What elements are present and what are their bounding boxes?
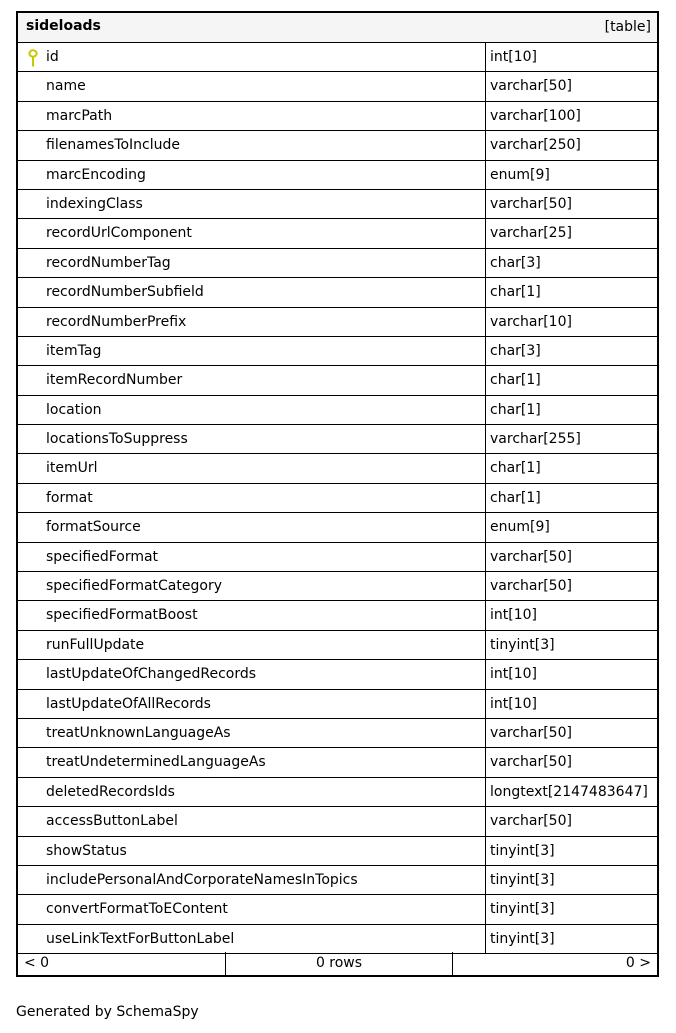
column-name: itemUrl — [46, 460, 98, 477]
column-type: int[10] — [490, 607, 537, 624]
column-row — [18, 719, 657, 748]
column-name-cell — [18, 748, 486, 776]
parent-count-cell — [18, 952, 226, 975]
column-row — [18, 631, 657, 660]
column-type: tinyint[3] — [490, 930, 555, 947]
column-name-cell — [18, 219, 486, 247]
column-name-cell — [18, 895, 486, 923]
column-name: format — [46, 489, 93, 506]
child-count: 0 > — [625, 955, 651, 971]
column-name-cell — [18, 190, 486, 218]
column-name-cell — [18, 454, 486, 482]
column-row — [18, 131, 657, 160]
column-row — [18, 454, 657, 483]
column-row — [18, 72, 657, 101]
column-name: treatUndeterminedLanguageAs — [46, 754, 266, 771]
column-row — [18, 601, 657, 630]
column-name: recordNumberTag — [46, 254, 171, 271]
table-footer — [18, 952, 657, 975]
column-name: runFullUpdate — [46, 636, 145, 653]
column-row — [18, 660, 657, 689]
column-name: marcEncoding — [46, 166, 146, 183]
column-type: int[10] — [490, 666, 537, 683]
column-row — [18, 190, 657, 219]
column-name-cell — [18, 690, 486, 718]
column-type: char[3] — [490, 254, 541, 271]
column-name: name — [46, 78, 86, 95]
child-count-cell — [453, 952, 657, 975]
column-type: varchar[50] — [490, 548, 572, 565]
column-row — [18, 102, 657, 131]
column-type: varchar[10] — [490, 313, 572, 330]
column-row — [18, 778, 657, 807]
column-name-cell — [18, 719, 486, 747]
table-kind: [table] — [604, 19, 651, 35]
table-node — [16, 11, 659, 977]
column-row — [18, 43, 657, 72]
column-name-cell — [18, 43, 486, 71]
column-row — [18, 895, 657, 924]
column-name-cell — [18, 366, 486, 394]
column-name: lastUpdateOfChangedRecords — [46, 666, 257, 683]
column-name-cell — [18, 778, 486, 806]
column-type: varchar[50] — [490, 578, 572, 595]
column-row — [18, 513, 657, 542]
column-row — [18, 278, 657, 307]
column-type: char[1] — [490, 489, 541, 506]
column-name-cell — [18, 572, 486, 600]
column-type: varchar[25] — [490, 225, 572, 242]
column-type: tinyint[3] — [490, 901, 555, 918]
column-type: tinyint[3] — [490, 842, 555, 859]
column-type: tinyint[3] — [490, 871, 555, 888]
column-row — [18, 161, 657, 190]
parent-count: < 0 — [24, 955, 50, 971]
column-type: varchar[255] — [490, 431, 581, 448]
column-type: char[1] — [490, 284, 541, 301]
column-row — [18, 866, 657, 895]
column-name-cell — [18, 425, 486, 453]
column-type: varchar[50] — [490, 724, 572, 741]
column-name: itemRecordNumber — [46, 372, 183, 389]
column-name: marcPath — [46, 107, 113, 124]
column-list — [18, 43, 657, 954]
column-row — [18, 748, 657, 777]
column-type: longtext[2147483647] — [490, 783, 648, 800]
column-row — [18, 337, 657, 366]
column-type: enum[9] — [490, 519, 550, 536]
column-type: varchar[250] — [490, 137, 581, 154]
column-name-cell — [18, 396, 486, 424]
row-count: 0 rows — [315, 955, 363, 971]
column-row — [18, 219, 657, 248]
column-type: char[1] — [490, 401, 541, 418]
column-name: locationsToSuppress — [46, 431, 188, 448]
column-type: enum[9] — [490, 166, 550, 183]
column-type: varchar[50] — [490, 78, 572, 95]
column-row — [18, 925, 657, 954]
column-row — [18, 807, 657, 836]
column-name: specifiedFormat — [46, 548, 159, 565]
column-name: lastUpdateOfAllRecords — [46, 695, 211, 712]
column-type: int[10] — [490, 49, 537, 65]
column-name: convertFormatToEContent — [46, 901, 228, 918]
column-name: specifiedFormatBoost — [46, 607, 198, 624]
column-row — [18, 366, 657, 395]
column-name-cell — [18, 308, 486, 336]
column-type: int[10] — [490, 695, 537, 712]
column-name-cell — [18, 131, 486, 159]
column-name-cell — [18, 249, 486, 277]
column-name: filenamesToInclude — [46, 137, 181, 154]
column-name: recordNumberPrefix — [46, 313, 187, 330]
column-name-cell — [18, 837, 486, 865]
column-name-cell — [18, 543, 486, 571]
column-row — [18, 837, 657, 866]
column-name: recordUrlComponent — [46, 225, 192, 242]
column-name: id — [46, 49, 59, 65]
column-name-cell — [18, 925, 486, 953]
column-row — [18, 572, 657, 601]
column-name-cell — [18, 807, 486, 835]
column-name-cell — [18, 866, 486, 894]
column-name-cell — [18, 102, 486, 130]
column-name: includePersonalAndCorporateNamesInTopics — [46, 871, 358, 888]
column-name-cell — [18, 631, 486, 659]
table-name: sideloads — [26, 18, 101, 34]
generated-by-label: Generated by SchemaSpy — [16, 1004, 199, 1020]
column-type: varchar[50] — [490, 813, 572, 830]
column-name: specifiedFormatCategory — [46, 578, 222, 595]
column-row — [18, 308, 657, 337]
column-name: formatSource — [46, 519, 141, 536]
column-name: recordNumberSubfield — [46, 284, 204, 301]
column-name: itemTag — [46, 342, 102, 359]
column-name: useLinkTextForButtonLabel — [46, 930, 235, 947]
column-row — [18, 425, 657, 454]
column-type: char[1] — [490, 372, 541, 389]
column-type: varchar[50] — [490, 754, 572, 771]
column-name: indexingClass — [46, 195, 143, 212]
column-name: deletedRecordsIds — [46, 783, 175, 800]
column-row — [18, 484, 657, 513]
column-type: char[1] — [490, 460, 541, 477]
column-name: treatUnknownLanguageAs — [46, 724, 231, 741]
column-row — [18, 249, 657, 278]
column-type: char[3] — [490, 342, 541, 359]
column-name: location — [46, 401, 102, 418]
column-type: varchar[100] — [490, 107, 581, 124]
column-name-cell — [18, 278, 486, 306]
column-name-cell — [18, 161, 486, 189]
column-name-cell — [18, 601, 486, 629]
column-name-cell — [18, 660, 486, 688]
column-type: varchar[50] — [490, 195, 572, 212]
table-header — [18, 13, 657, 43]
row-count-cell — [226, 952, 453, 975]
column-name: accessButtonLabel — [46, 813, 178, 830]
column-row — [18, 690, 657, 719]
key-icon — [27, 49, 39, 67]
column-name-cell — [18, 513, 486, 541]
column-row — [18, 396, 657, 425]
column-name-cell — [18, 484, 486, 512]
column-name: showStatus — [46, 842, 127, 859]
column-name-cell — [18, 337, 486, 365]
column-type: tinyint[3] — [490, 636, 555, 653]
column-name-cell — [18, 72, 486, 100]
column-row — [18, 543, 657, 572]
